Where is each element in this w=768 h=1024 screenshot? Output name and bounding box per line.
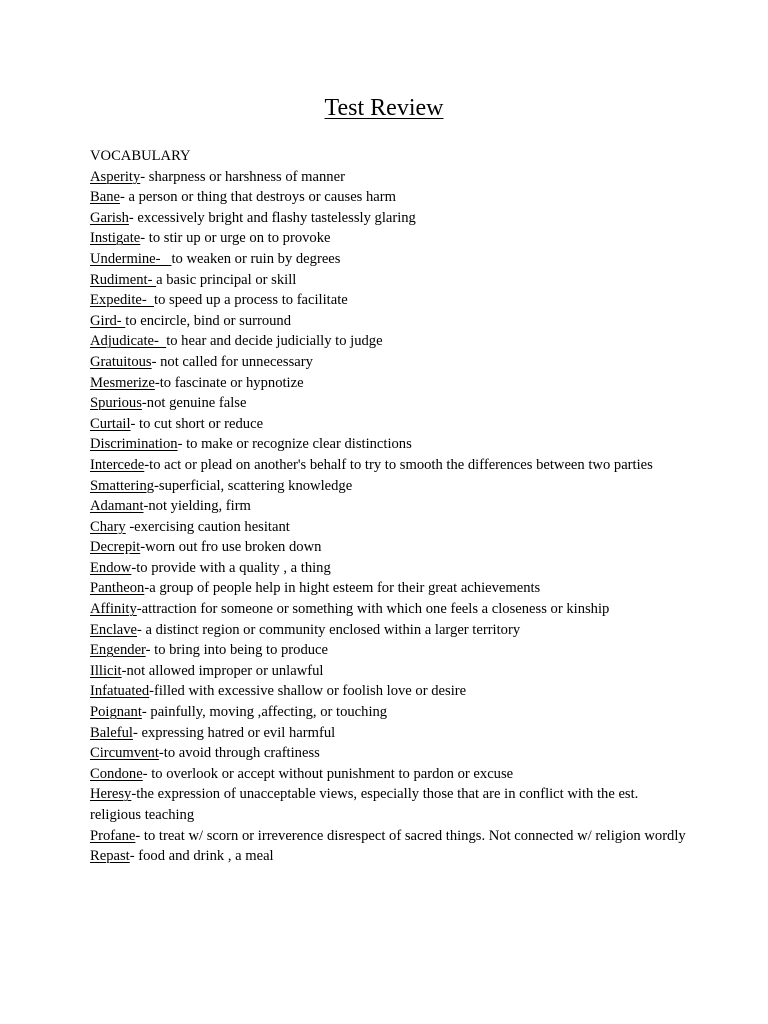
vocabulary-entry: [90, 455, 690, 476]
vocabulary-term: Chary: [90, 518, 126, 535]
vocabulary-definition: - not called for unnecessary: [151, 353, 313, 370]
vocabulary-term: Bane: [90, 189, 120, 206]
vocabulary-term: Intercede: [90, 456, 145, 473]
vocabulary-term: Expedite-: [90, 292, 155, 309]
vocabulary-definition: -a group of people help in hight esteem for their great achievements: [144, 580, 541, 597]
vocabulary-entry: [90, 496, 690, 517]
vocabulary-definition: - expressing hatred or evil harmful: [132, 724, 336, 741]
vocabulary-entry: [90, 228, 690, 249]
vocabulary-term: Discrimination: [90, 436, 178, 453]
vocabulary-term: Illicit: [90, 662, 122, 679]
vocabulary-entry: [90, 826, 690, 847]
vocabulary-entry: [90, 537, 690, 558]
document-title-container: [0, 93, 768, 123]
vocabulary-entry: [90, 352, 690, 373]
vocabulary-definition: -superficial, scattering knowledge: [154, 477, 353, 494]
vocabulary-definition: -to provide with a quality , a thing: [131, 559, 331, 576]
vocabulary-entry: [90, 558, 690, 579]
vocabulary-term: Baleful: [90, 724, 133, 741]
vocabulary-definition: -not genuine false: [141, 395, 247, 412]
vocabulary-definition: - a person or thing that destroys or causes harm: [120, 189, 396, 206]
vocabulary-entry: [90, 846, 690, 867]
vocabulary-entry: [90, 784, 690, 825]
vocabulary-definition: - sharpness or harshness of manner: [140, 168, 345, 185]
vocabulary-definition: -exercising caution hesitant: [125, 518, 290, 535]
vocabulary-entry: [90, 702, 690, 723]
vocabulary-definition: - to overlook or accept without punishment to pardon or excuse: [142, 765, 514, 782]
vocabulary-entry: [90, 578, 690, 599]
vocabulary-term: Heresy: [90, 786, 132, 803]
vocabulary-entry: [90, 290, 690, 311]
vocabulary-definition: to speed up a process to facilitate: [154, 292, 348, 309]
vocabulary-term: Adjudicate-: [90, 333, 167, 350]
vocabulary-entry: [90, 373, 690, 394]
vocabulary-definition: -attraction for someone or something with which one feels a closeness or kinship: [136, 601, 610, 618]
vocabulary-term: Profane: [90, 827, 136, 844]
vocabulary-definition: - to cut short or reduce: [130, 415, 264, 432]
vocabulary-entry: [90, 414, 690, 435]
vocabulary-definition: to hear and decide judicially to judge: [166, 333, 383, 350]
vocabulary-entry: [90, 434, 690, 455]
vocabulary-list: [90, 167, 690, 867]
vocabulary-term: Condone: [90, 765, 143, 782]
vocabulary-term: Decrepit: [90, 539, 141, 556]
vocabulary-term: Pantheon: [90, 580, 145, 597]
vocabulary-definition: - to treat w/ scorn or irreverence disrespect of sacred things. Not connected w/ religion wordly: [135, 827, 686, 844]
vocabulary-definition: -worn out fro use broken down: [140, 539, 322, 556]
document-body: [90, 146, 690, 867]
vocabulary-entry: [90, 723, 690, 744]
vocabulary-entry: [90, 249, 690, 270]
vocabulary-term: Endow: [90, 559, 132, 576]
vocabulary-definition: -filled with excessive shallow or foolish love or desire: [149, 683, 467, 700]
vocabulary-entry: [90, 743, 690, 764]
vocabulary-term: Instigate: [90, 230, 141, 247]
vocabulary-term: Smattering: [90, 477, 155, 494]
vocabulary-term: Circumvent: [90, 745, 159, 762]
vocabulary-definition: -to avoid through craftiness: [158, 745, 320, 762]
vocabulary-entry: [90, 393, 690, 414]
vocabulary-term: Adamant: [90, 498, 144, 515]
vocabulary-entry: [90, 681, 690, 702]
vocabulary-entry: [90, 764, 690, 785]
vocabulary-term: Asperity: [90, 168, 141, 185]
vocabulary-term: Gird-: [90, 312, 126, 329]
section-heading: VOCABULARY: [90, 148, 191, 164]
vocabulary-term: Enclave: [90, 621, 137, 638]
vocabulary-definition: - excessively bright and flashy tastelessly glaring: [128, 209, 416, 226]
vocabulary-entry: [90, 311, 690, 332]
vocabulary-definition: - painfully, moving ,affecting, or touching: [141, 704, 388, 721]
vocabulary-definition: - to bring into being to produce: [145, 642, 329, 659]
vocabulary-entry: [90, 517, 690, 538]
vocabulary-definition: - to make or recognize clear distinctions: [177, 436, 412, 453]
vocabulary-term: Undermine-: [90, 250, 172, 267]
vocabulary-definition: -to act or plead on another's behalf to try to smooth the differences between two parties: [144, 456, 653, 473]
vocabulary-term: Engender: [90, 642, 146, 659]
vocabulary-entry: [90, 599, 690, 620]
vocabulary-entry: [90, 331, 690, 352]
vocabulary-definition: - to stir up or urge on to provoke: [140, 230, 331, 247]
vocabulary-definition: a basic principal or skill: [156, 271, 297, 288]
vocabulary-definition: -the expression of unacceptable views, especially those that are in conflict with the est. religious teaching: [90, 786, 642, 823]
vocabulary-definition: -to fascinate or hypnotize: [154, 374, 304, 391]
vocabulary-term: Mesmerize: [90, 374, 155, 391]
vocabulary-term: Rudiment-: [90, 271, 157, 288]
document-title: Test Review: [324, 95, 444, 121]
vocabulary-entry: [90, 187, 690, 208]
vocabulary-entry: [90, 270, 690, 291]
vocabulary-term: Gratuitous: [90, 353, 152, 370]
vocabulary-entry: [90, 640, 690, 661]
vocabulary-definition: to encircle, bind or surround: [125, 312, 292, 329]
vocabulary-term: Poignant: [90, 704, 142, 721]
vocabulary-definition: - a distinct region or community enclosed within a larger territory: [137, 621, 521, 638]
vocabulary-term: Affinity: [90, 601, 137, 618]
vocabulary-term: Repast: [90, 848, 130, 865]
vocabulary-definition: -not allowed improper or unlawful: [121, 662, 324, 679]
vocabulary-term: Spurious: [90, 395, 142, 412]
vocabulary-term: Garish: [90, 209, 129, 226]
vocabulary-entry: [90, 167, 690, 188]
vocabulary-term: Infatuated: [90, 683, 150, 700]
vocabulary-entry: [90, 476, 690, 497]
vocabulary-definition: -not yielding, firm: [143, 498, 251, 515]
vocabulary-entry: [90, 661, 690, 682]
vocabulary-term: Curtail: [90, 415, 131, 432]
vocabulary-definition: to weaken or ruin by degrees: [171, 250, 341, 267]
vocabulary-definition: - food and drink , a meal: [129, 848, 274, 865]
vocabulary-entry: [90, 620, 690, 641]
vocabulary-entry: [90, 208, 690, 229]
